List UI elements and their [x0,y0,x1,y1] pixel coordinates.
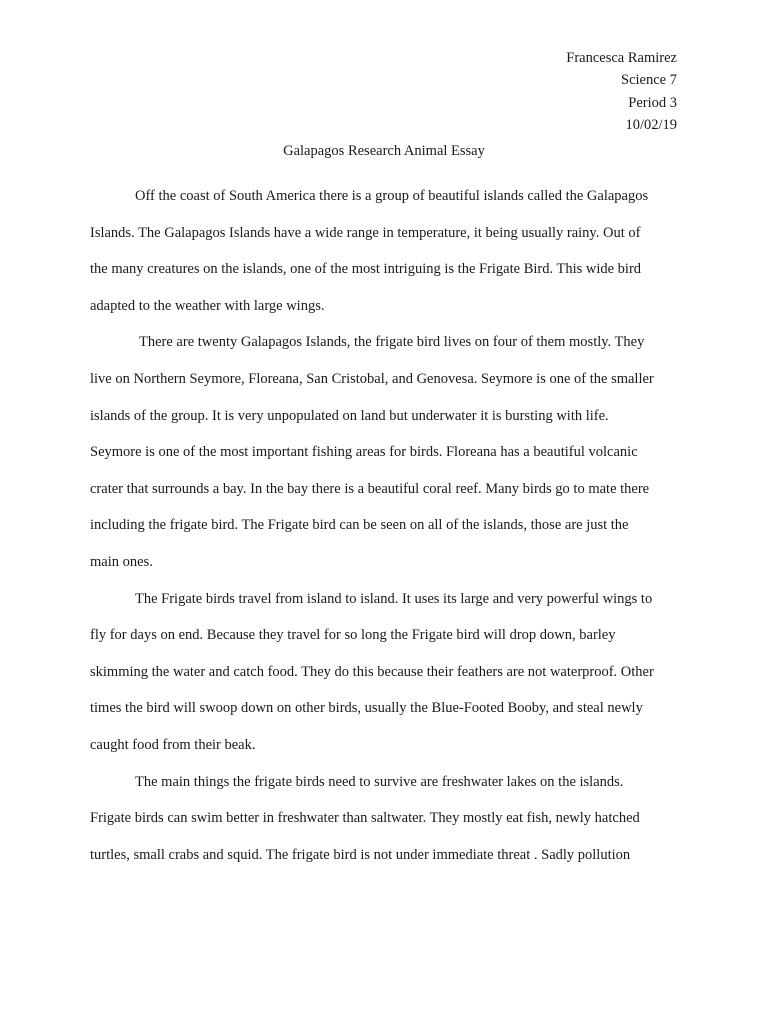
paragraph-2-line-3: islands of the group. It is very unpopulated on land but underwater it is bursting with life. [90,407,609,424]
class-period: Period 3 [628,94,677,111]
paragraph-2-line-4: Seymore is one of the most important fishing areas for birds. Floreana has a beautiful volcanic [90,444,638,461]
paragraph-3-line-5: caught food from their beak. [90,736,256,753]
paragraph-2-line-7: main ones. [90,553,153,570]
student-name: Francesca Ramirez [566,50,677,66]
student-header [566,47,677,136]
paragraph-3-line-2: fly for days on end. Because they travel for so long the Frigate bird will drop down, barley [90,627,616,644]
essay-body [90,185,690,880]
paragraph-2-line-5: crater that surrounds a bay. In the bay there is a beautiful coral reef. Many birds go to mate there [90,480,650,497]
paragraph-3-line-4: times the bird will swoop down on other birds, usually the Blue-Footed Booby, and steal newly [90,700,643,717]
paragraph-2-line-1: There are twenty Galapagos Islands, the frigate bird lives on four of them mostly. They [139,334,645,351]
essay-title: Galapagos Research Animal Essay [283,143,485,159]
paragraph-4-line-2: Frigate birds can swim better in freshwater than saltwater. They mostly eat fish, newly hatched [90,810,640,827]
class-name: Science 7 [621,72,677,89]
paragraph-1-line-4: adapted to the weather with large wings. [90,297,325,314]
essay-date: 10/02/19 [625,116,677,133]
paragraph-3-line-3: skimming the water and catch food. They do this because their feathers are not waterproof. Other [90,663,654,680]
paragraph-3-line-1: The Frigate birds travel from island to island. It uses its large and very powerful wings to [135,590,653,607]
paragraph-2-line-6: including the frigate bird. The Frigate bird can be seen on all of the islands, those are just the [90,517,629,534]
paragraph-4-line-3: turtles, small crabs and squid. The frigate bird is not under immediate threat . Sadly pollution [90,846,631,863]
paragraph-4-line-1: The main things the frigate birds need to survive are freshwater lakes on the islands. [135,773,624,790]
paragraph-1-line-3: the many creatures on the islands, one of the most intriguing is the Frigate Bird. This wide bird [90,261,642,278]
paragraph-1-line-2: Islands. The Galapagos Islands have a wide range in temperature, it being usually rainy. Out of [90,224,641,241]
paragraph-2-line-2: live on Northern Seymore, Floreana, San Cristobal, and Genovesa. Seymore is one of the smaller [90,370,654,387]
paragraph-1-line-1: Off the coast of South America there is a group of beautiful islands called the Galapagos [135,188,649,204]
